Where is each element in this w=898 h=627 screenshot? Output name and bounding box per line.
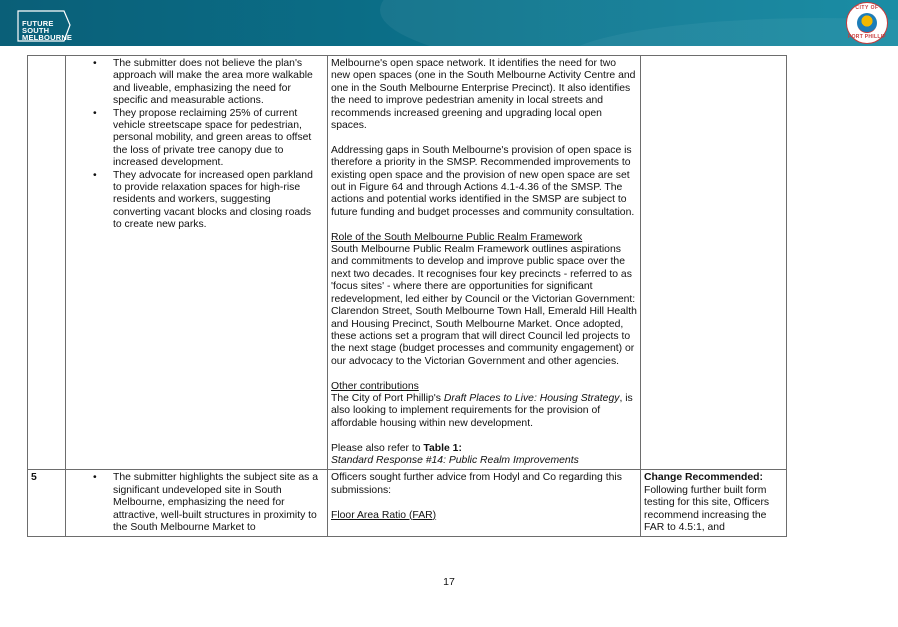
bullet-icon: • xyxy=(93,107,97,119)
response-paragraph: Addressing gaps in South Melbourne's provision of open space is therefore a priority in the SMSP. Recommended improvements to existing open space and the provision of new open space are set out in Figure 64 and through Actions 4.1-4.36 of the SMSP. The actions and potential works identified in the SMSP are subject to future funding and budget processes and community consultation. xyxy=(331,144,635,218)
response-text: , is also looking to implement requirements for the provision of affordable housing within new development. xyxy=(331,392,633,429)
outcome-text: Following further built form testing for this site, Officers recommend increasing the FAR to 4.5:1, and xyxy=(644,484,770,533)
list-item xyxy=(69,108,324,170)
list-item xyxy=(69,170,324,232)
bullet-text: The submitter highlights the subject site as a significant undeveloped site in South Melbourne, emphasizing the need for attractive, well-built structures in proximity to the South Melbourne Market to xyxy=(113,472,319,533)
bullet-text: They advocate for increased open parkland to provide relaxation spaces for high-rise residents and workers, suggesting converting vacant blocks and closing roads to create new parks. xyxy=(113,169,313,231)
response-paragraph xyxy=(331,393,637,430)
city-of-port-phillip-seal xyxy=(846,2,888,44)
outcome-cell xyxy=(641,56,787,470)
response-text: The City of Port Phillip's xyxy=(331,392,444,404)
seal-top-text: CITY OF xyxy=(855,5,879,11)
bullet-text: They propose reclaiming 25% of current vehicle streetscape space for pedestrian, personal mobility, and green areas to offset the loss of private tree canopy due to increased development. xyxy=(113,107,312,169)
response-subheading: Other contributions xyxy=(331,380,419,392)
response-paragraph: Officers sought further advice from Hodyl and Co regarding this submissions: xyxy=(331,472,622,496)
submission-bullet-list xyxy=(69,58,324,232)
bullet-icon: • xyxy=(93,169,97,181)
seal-bottom-text: PORT PHILLIP xyxy=(847,34,887,40)
bullet-icon: • xyxy=(93,472,97,484)
submission-summary-cell xyxy=(66,56,328,470)
future-south-melbourne-logo xyxy=(6,3,76,43)
submission-bullet-list xyxy=(69,472,324,534)
standard-response-reference: Standard Response #14: Public Realm Improvements xyxy=(331,454,579,466)
response-paragraph xyxy=(331,443,637,455)
row-number-cell xyxy=(28,56,66,470)
table-row xyxy=(28,56,787,470)
officer-response-cell xyxy=(328,56,641,470)
logo-line-2: SOUTH xyxy=(22,26,50,35)
list-item xyxy=(69,58,324,108)
seal-emblem-icon xyxy=(857,13,877,33)
response-paragraph: Melbourne's open space network. It identifies the need for two new open spaces (one in the South Melbourne Activity Centre and one in the South Melbourne Enterprise Precinct). It also identifies the need to improve pedestrian amenity in local streets and recommends increased greening and upgrading local open spaces. xyxy=(331,58,636,132)
response-paragraph: South Melbourne Public Realm Framework outlines aspirations and commitments to develop and improve public space over the next two decades. It recognises four key precincts - referred to as 'focus sites' - where there are opportunities for significant redevelopment, led either by Council or the Victorian Government: Clarendon Street, South Melbourne Town Hall, Emerald Hill Health and Housing Precinct, South Melbourne Market. Once adopted, these actions set a program that will direct Council led projects to the next stage (budget processes and community engagement) or our advocacy to the Victorian Government and other agencies. xyxy=(331,244,637,367)
outcome-title: Change Recommended: xyxy=(644,472,763,484)
logo-line-1: FUTURE xyxy=(22,19,54,28)
bullet-text: The submitter does not believe the plan's approach will make the area more walkable and liveable, emphasizing the need for specific and measurable actions. xyxy=(113,58,313,107)
list-item xyxy=(69,472,324,534)
strategy-title: Draft Places to Live: Housing Strategy xyxy=(443,392,620,404)
table-row xyxy=(28,470,787,537)
header-banner xyxy=(0,0,898,46)
outcome-cell xyxy=(641,470,787,537)
page-number: 17 xyxy=(443,576,455,588)
response-subheading: Role of the South Melbourne Public Realm Framework xyxy=(331,231,583,243)
logo-line-3: MELBOURNE xyxy=(22,33,73,42)
bullet-icon: • xyxy=(93,58,97,69)
response-text: Please also refer to xyxy=(331,442,424,454)
table-reference: Table 1: xyxy=(423,442,462,454)
officer-response-cell xyxy=(328,470,641,537)
row-number-cell: 5 xyxy=(28,470,66,537)
submissions-table xyxy=(27,55,787,537)
response-subheading: Floor Area Ratio (FAR) xyxy=(331,509,437,521)
submission-summary-cell xyxy=(66,470,328,537)
